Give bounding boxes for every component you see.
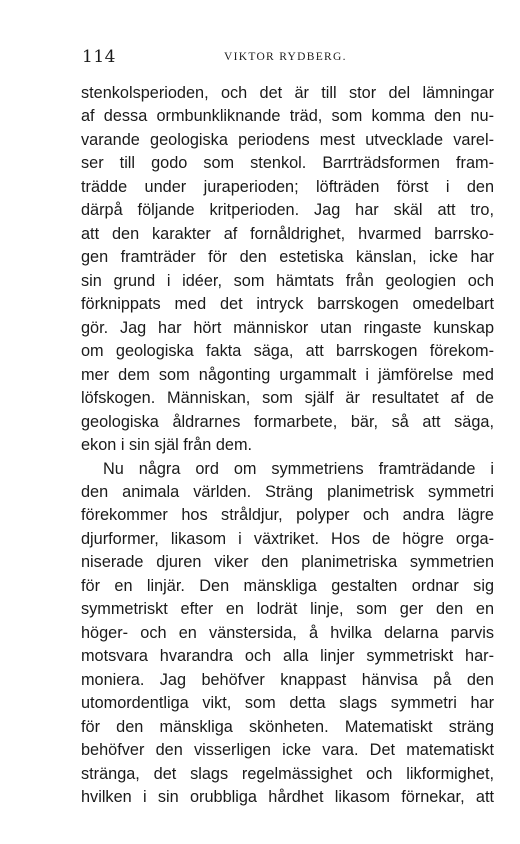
body-text: [81, 82, 494, 810]
text-line: symmetriskt efter en lodrät linje, som ger den en: [81, 600, 494, 619]
paragraph-first-line: Nu några ord om symmetriens framträdande i: [103, 459, 494, 478]
text-line: moniera. Jag behöfver knappast hänvisa på den: [81, 670, 494, 689]
text-line: varande geologiska periodens mest utvecklade varel-: [81, 130, 494, 149]
text-line: därpå följande kritperioden. Jag har skäl att tro,: [81, 201, 494, 220]
text-line: djurformer, likasom i växtriket. Hos de högre orga-: [81, 529, 494, 548]
text-line: motsvara hvarandra och alla linjer symmetriskt har-: [81, 647, 494, 666]
text-line: ser till godo som stenkol. Barrträdsformen fram-: [81, 154, 494, 173]
text-line: mer dem som någonting urgammalt i jämförelse med: [81, 365, 494, 384]
text-line: att den karakter af fornåldrighet, hvarmed barrsko-: [81, 224, 494, 243]
text-line: stränga, det slags regelmässighet och likformighet,: [81, 764, 494, 783]
running-title: VIKTOR RYDBERG.: [224, 51, 347, 63]
text-line: löfskogen. Människan, som själf är resultatet af de: [81, 389, 494, 408]
text-line: trädde under juraperioden; löfträden först i den: [81, 177, 494, 196]
text-line: förekommer hos stråldjur, polyper och andra lägre: [81, 506, 494, 525]
text-line: om geologiska fakta säga, att barrskogen förekom-: [81, 342, 494, 361]
text-line: geologiska åldrarnes formarbete, bär, så att säga,: [81, 412, 494, 431]
text-line: gen framträder för den estetiska känslan, icke har: [81, 248, 494, 267]
text-line: för den mänskliga skönheten. Matematiskt sträng: [81, 717, 494, 736]
text-line: af dessa ormbunkliknande träd, som komma den nu-: [81, 107, 494, 126]
text-line: för en linjär. Den mänskliga gestalten ordnar sig: [81, 576, 494, 595]
text-line: sin grund i idéer, som hämtats från geologien och: [81, 271, 494, 290]
text-line: den animala världen. Sträng planimetrisk symmetri: [81, 482, 494, 501]
page-number: 114: [82, 47, 116, 67]
paragraph-last-line: ekon i sin själ från dem.: [81, 436, 253, 455]
text-line: behöfver den visserligen icke vara. Det matematiskt: [81, 741, 494, 760]
text-line: förknippats med det intryck barrskogen omedelbart: [81, 295, 494, 314]
text-line: stenkolsperioden, och det är till stor del lämningar: [81, 84, 494, 102]
text-line: gör. Jag har hört människor utan ringaste kunskap: [81, 318, 494, 337]
text-line: niserade djuren viker den planimetriska symmetrien: [81, 553, 494, 572]
text-line: höger- och en vänstersida, å hvilka delarna parvis: [81, 623, 494, 642]
text-line: hvilken i sin orubbliga hårdhet likasom förnekar, att: [81, 788, 494, 807]
text-line: utomordentliga vikt, som detta slags symmetri har: [81, 694, 494, 713]
